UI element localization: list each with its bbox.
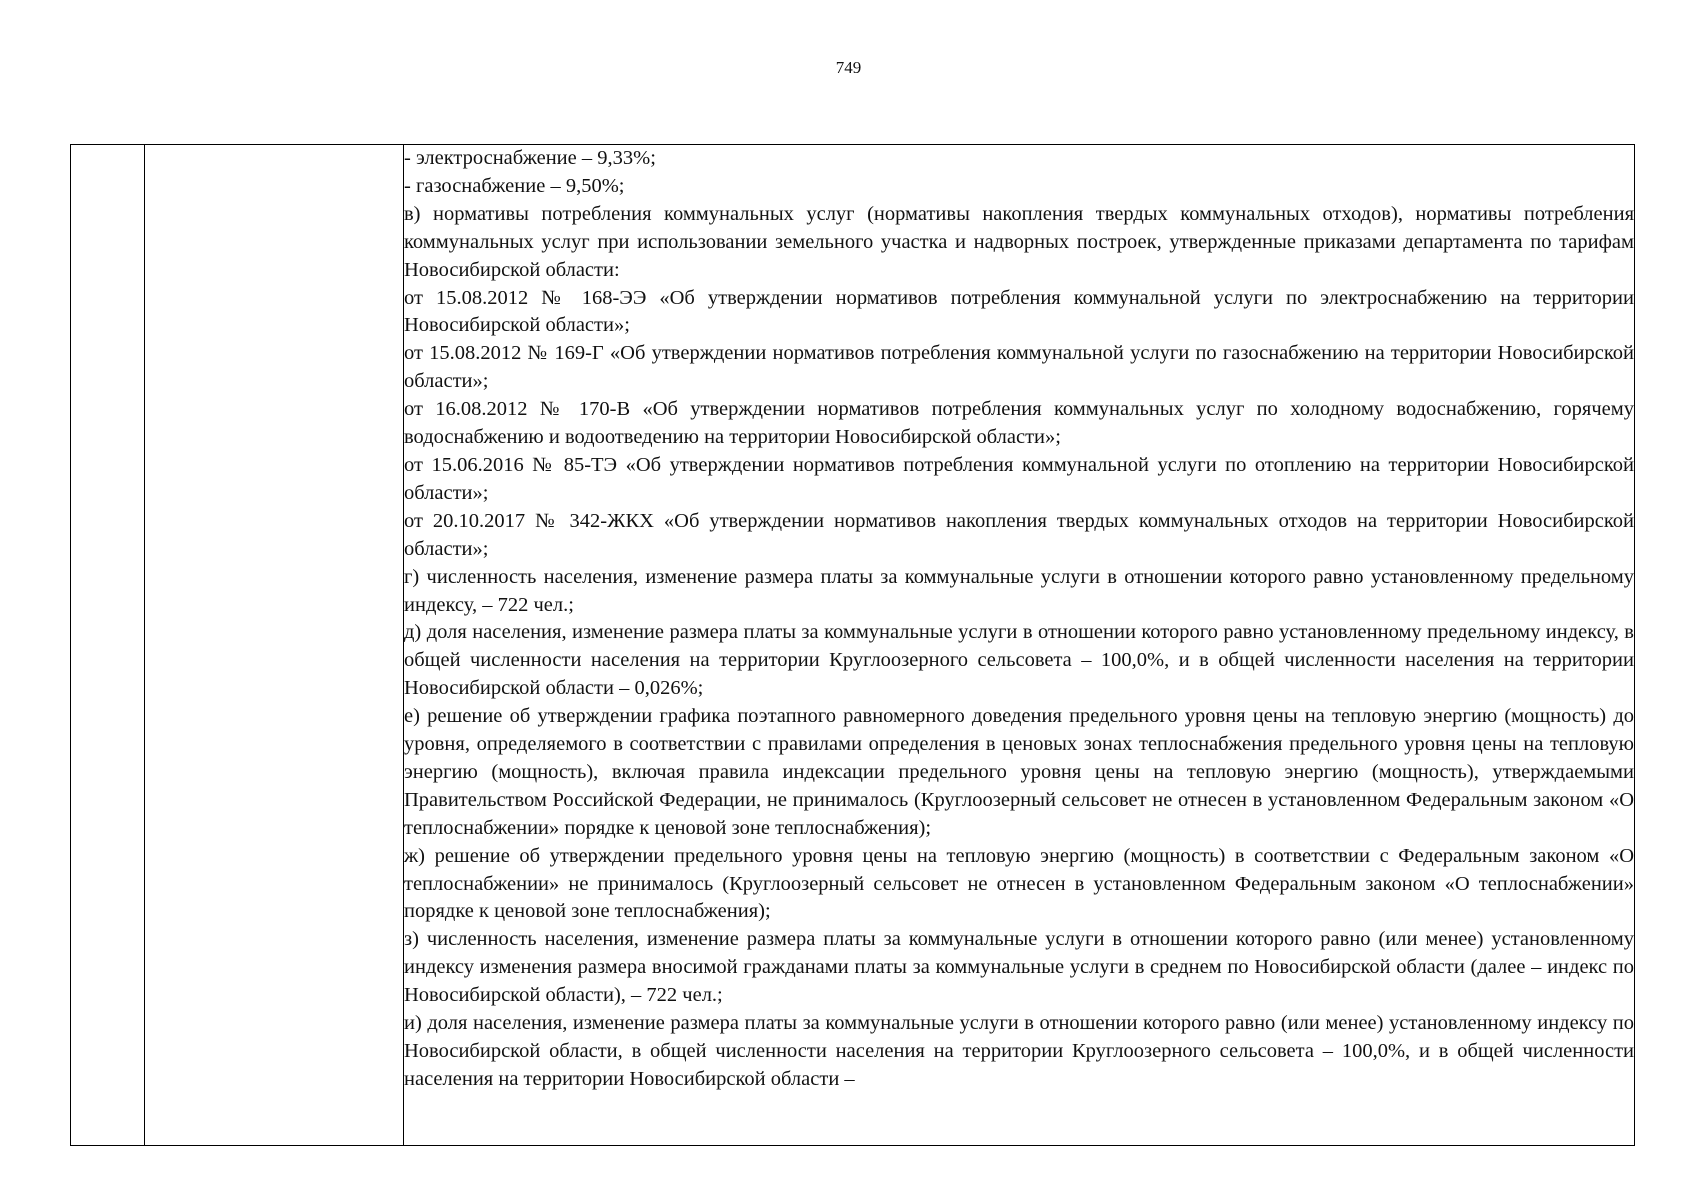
table-row (71, 145, 1635, 1146)
paragraph: от 16.08.2012 № 170-В «Об утверждении нормативов потребления коммунальных услуг по холодному водоснабжению, горячему водоснабжению и водоотведению на территории Новосибирской области»; (404, 398, 1634, 449)
document-table (70, 144, 1635, 1146)
paragraph: от 15.08.2012 № 168-ЭЭ «Об утверждении нормативов потребления коммунальной услуги по электроснабжению на территории Новосибирской области»; (404, 286, 1634, 337)
page-number: 749 (835, 58, 862, 77)
paragraph: в) нормативы потребления коммунальных услуг (нормативы накопления твердых коммунальных отходов), нормативы потребления коммунальных услуг при использовании земельного участка и надворных построек, утвержденные приказами департамента по тарифам Новосибирской области: (404, 202, 1634, 281)
paragraph: е) решение об утверждении графика поэтапного равномерного доведения предельного уровня цены на тепловую энергию (мощность) до уровня, определяемого в соответствии с правилами определения в ценовых зонах теплоснабжения предельного уровня цены на тепловую энергию (мощность), включая правила индексации предельного уровня цены на тепловую энергию (мощность), утверждаемыми Правительством Российской Федерации, не принималось (Круглоозерный сельсовет не отнесен в установленном Федеральным законом «О теплоснабжении» порядке к ценовой зоне теплоснабжения); (404, 705, 1634, 839)
paragraph: д) доля населения, изменение размера платы за коммунальные услуги в отношении которого равно установленному предельному индексу, в общей численности населения на территории Круглоозерного сельсовета – 100,0%, и в общей численности населения на территории Новосибирской области – 0,026%; (404, 621, 1634, 700)
paragraph: - газоснабжение – 9,50%; (404, 174, 625, 197)
paragraph: з) численность населения, изменение размера платы за коммунальные услуги в отношении которого равно (или менее) установленному индексу изменения размера вносимой гражданами платы за коммунальные услуги в среднем по Новосибирской области (далее – индекс по Новосибирской области), – 722 чел.; (404, 928, 1634, 1007)
table-cell-content (404, 145, 1635, 1146)
paragraph: и) доля населения, изменение размера платы за коммунальные услуги в отношении которого равно (или менее) установленному индексу по Новосибирской области, в общей численности населения на территории Круглоозерного сельсовета – 100,0%, и в общей численности населения на территории Новосибирской области – (404, 1012, 1634, 1090)
paragraph: г) численность населения, изменение размера платы за коммунальные услуги в отношении которого равно установленному предельному индексу, – 722 чел.; (404, 565, 1634, 616)
paragraph: от 15.08.2012 № 169-Г «Об утверждении нормативов потребления коммунальной услуги по газоснабжению на территории Новосибирской области»; (404, 342, 1634, 393)
table-cell-name (145, 145, 404, 1146)
paragraph: от 20.10.2017 № 342-ЖКХ «Об утверждении нормативов накопления твердых коммунальных отходов на территории Новосибирской области»; (404, 509, 1634, 560)
paragraph: от 15.06.2016 № 85-ТЭ «Об утверждении нормативов потребления коммунальной услуги по отоплению на территории Новосибирской области»; (404, 453, 1634, 504)
paragraph: - электроснабжение – 9,33%; (404, 147, 656, 169)
table-cell-number (71, 145, 145, 1146)
paragraph: ж) решение об утверждении предельного уровня цены на тепловую энергию (мощность) в соответствии с Федеральным законом «О теплоснабжении» не принималось (Круглоозерный сельсовет не отнесен в установленном Федеральным законом «О теплоснабжении» порядке к ценовой зоне теплоснабжения); (404, 844, 1634, 923)
